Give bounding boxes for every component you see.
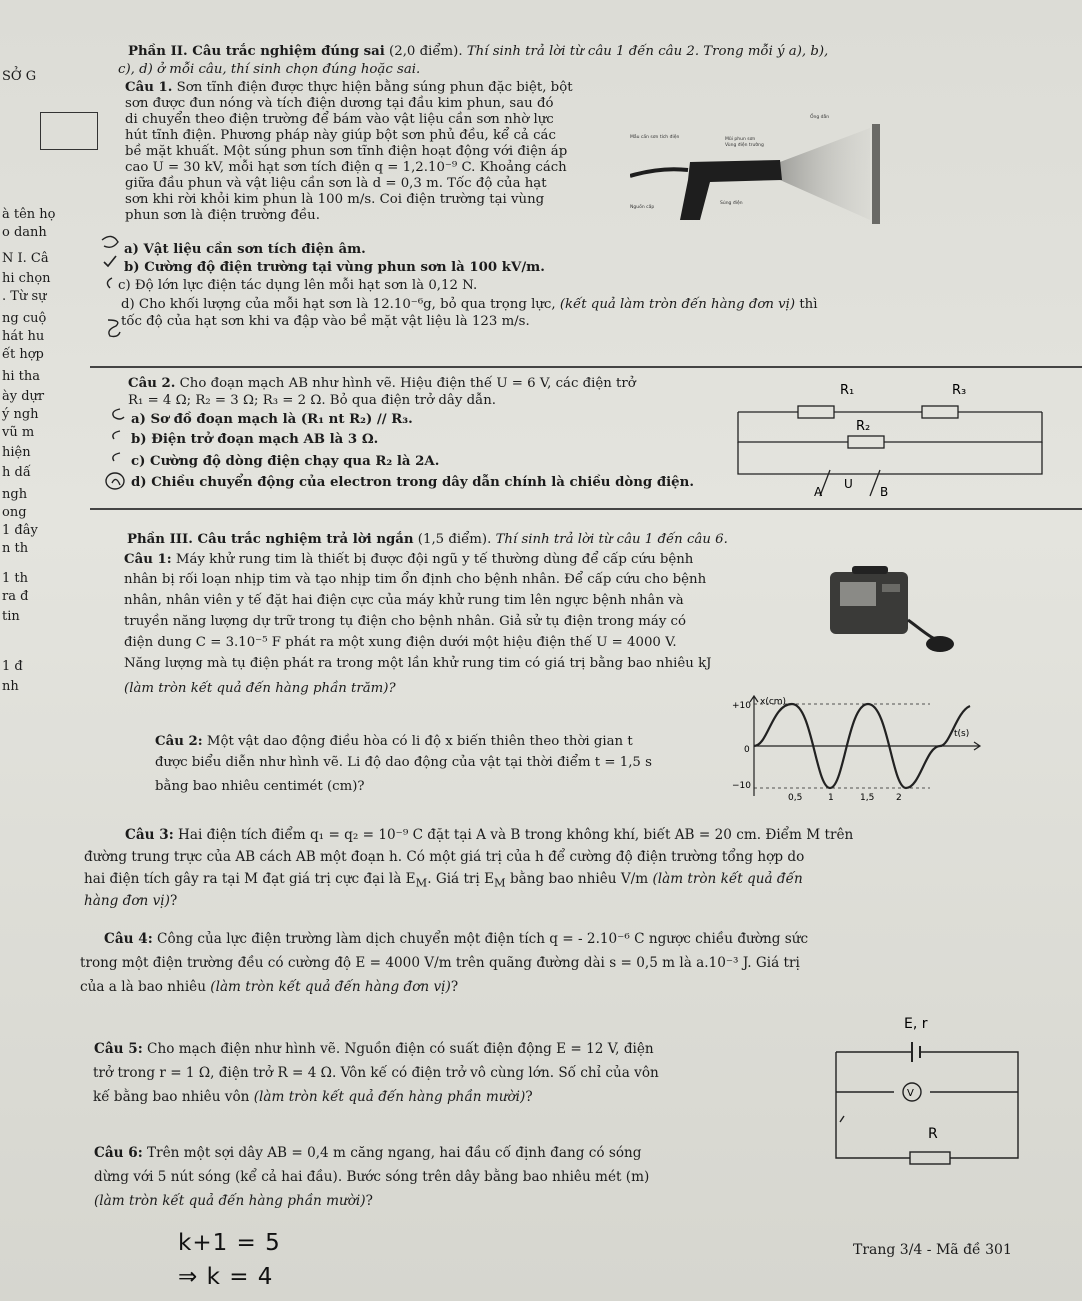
p3-q6-line1 — [94, 1144, 641, 1163]
p2-q1-d-tail: thì — [795, 297, 818, 312]
spray-gun-figure — [630, 110, 890, 240]
defibrillator-handle — [852, 566, 888, 574]
p2-q1-title: Câu 1. — [125, 80, 173, 95]
p3-q3-line1 — [125, 826, 853, 845]
p3-q4-line2: trong một điện trường đều có cường độ E = 4000 V/m trên quãng đường dài s = 0,5 m là a.10⁻³ J. Giá trị — [80, 955, 800, 971]
graph-ymax: +10 — [732, 701, 751, 711]
mark-c-icon — [107, 278, 112, 288]
p2-q2-line1 — [128, 376, 636, 391]
separator-top — [90, 366, 1082, 368]
label-resistor: R — [928, 1126, 938, 1142]
battery-icon — [912, 1042, 920, 1062]
circuit-bottom-wire — [738, 442, 1042, 474]
fig-label-5: Ống dẫn — [810, 115, 830, 120]
graph-ymin: −10 — [732, 781, 751, 791]
fig-label-0: Mẫu cần sơn tích điện — [630, 135, 680, 140]
p3-q2-text1: Một vật dao động điều hòa có li độ x biến thiên theo thời gian t — [202, 734, 633, 749]
mark-b-icon — [104, 256, 116, 266]
p3-q4-line3-tail: ? — [450, 979, 459, 995]
page-footer: Trang 3/4 - Mã đề 301 — [853, 1242, 1012, 1258]
spray-cloud — [780, 128, 870, 220]
p2-q1-text-2: di chuyển theo điện trường để bám vào vật liệu cần sơn nhờ lực — [125, 112, 554, 127]
p3-q4-text1: Công của lực điện trường làm dịch chuyển một điện tích q = - 2.10⁻⁶ C ngược chiều đường sức — [152, 931, 809, 947]
edge-fragment: 1 th — [2, 571, 28, 586]
p3-q3-line3 — [84, 870, 803, 893]
handwritten-note-1: k+1 = 5 — [178, 1230, 281, 1256]
p3-q1-text-4: điện dung C = 3.10⁻⁵ F phát ra một xung điện dưới một hiệu điện thế U = 4000 V. — [124, 635, 677, 650]
oscillation-graph — [730, 692, 990, 802]
label-r3: R₃ — [952, 383, 967, 398]
edge-fragment: N I. Câ — [2, 251, 49, 266]
p3-q4-line1 — [104, 930, 808, 949]
circuit-voltmeter-figure — [830, 1012, 1050, 1172]
circuit-ab-figure — [730, 378, 1060, 498]
fig-label-2: Vùng điện trường — [725, 143, 764, 148]
p2-q1-a: a) Vật liệu cần sơn tích điện âm. — [124, 242, 366, 257]
p3-q5-line3 — [93, 1088, 533, 1107]
edge-fragment: ng cuộ — [2, 311, 47, 326]
p2-q2-b: b) Điện trở đoạn mạch AB là 3 Ω. — [131, 432, 379, 447]
p3-q5-line3-tail: ? — [525, 1089, 533, 1105]
p3-q1-note: (làm tròn kết quả đến hàng phần trăm)? — [124, 681, 396, 696]
edge-fragment: ết hợp — [2, 347, 44, 362]
edge-fragment: hi tha — [2, 369, 41, 384]
p3-q6-text1: Trên một sợi dây AB = 0,4 m căng ngang, hai đầu cố định đang có sóng — [142, 1145, 642, 1161]
p2-q1-line-0 — [125, 80, 573, 95]
graph-origin: 0 — [744, 745, 750, 755]
handwritten-note-2: ⇒ k = 4 — [178, 1264, 274, 1290]
separator-bottom — [90, 508, 1082, 510]
p3-q3-line4-tail: ? — [169, 893, 178, 909]
edge-fragment: h dấ — [2, 465, 31, 480]
hose-icon — [630, 169, 688, 176]
edge-fragment: tin — [2, 609, 20, 624]
fig-label-4: Súng điện — [720, 201, 743, 206]
p3-q2-line3: bằng bao nhiêu centimét (cm)? — [155, 779, 365, 794]
p3-q3-text1: Hai điện tích điểm q₁ = q₂ = 10⁻⁹ C đặt tại A và B trong không khí, biết AB = 20 cm. Điểm M trên — [173, 827, 854, 843]
mark-d-icon — [108, 320, 120, 337]
p2-q1-text-3: hút tĩnh điện. Phương pháp này giúp bột sơn phủ đều, kể cả các — [125, 128, 556, 143]
p2-q2-d: d) Chiều chuyển động của electron trong dây dẫn chính là chiều dòng điện. — [131, 475, 694, 490]
p3-q6-line3-italic: (làm tròn kết quả đến hàng phần mười) — [94, 1193, 366, 1209]
edge-fragment: hi chọn — [2, 271, 51, 286]
edge-fragment: . Từ sự — [2, 289, 47, 304]
p3-q3-line4 — [84, 892, 177, 911]
part2-instruction: Thí sinh trả lời từ câu 1 đến câu 2. Trong mỗi ý a), b), — [466, 44, 829, 59]
p3-q6-line2: dừng với 5 nút sóng (kể cả hai đầu). Bước sóng trên dây bằng bao nhiêu mét (m) — [94, 1169, 650, 1185]
edge-fragment: 1 đ — [2, 659, 23, 674]
p3-q5-line3-main: kế bằng bao nhiêu vôn — [93, 1089, 254, 1105]
p2-q1-text-4: bề mặt khuất. Một súng phun sơn tĩnh điện hoạt động với điện áp — [125, 144, 568, 159]
target-panel — [872, 124, 880, 224]
p3-q1-text-5: Năng lượng mà tụ điện phát ra trong một lần khử rung tim có giá trị bằng bao nhiêu kJ — [124, 656, 712, 671]
edge-fragment: ngh — [2, 487, 28, 502]
p3-q4-line3-italic: (làm tròn kết quả đến hàng đơn vị) — [210, 979, 451, 995]
graph-tick-2: 1,5 — [860, 793, 875, 802]
edge-fragment: SỞ G — [2, 69, 37, 84]
q2-mark-a-icon — [113, 409, 124, 419]
p3-q1-text-3: truyền năng lượng dự trữ trong tụ điện cho bệnh nhân. Giả sử tụ điện trong máy có — [124, 614, 687, 629]
part2-header — [128, 44, 828, 59]
p3-q1-text-1: nhân bị rối loạn nhịp tim và tạo nhịp tim ổn định cho bệnh nhân. Để cấp cứu cho bệnh — [124, 572, 707, 587]
edge-fragment: ý ngh — [2, 407, 39, 422]
label-r1: R₁ — [840, 383, 855, 398]
graph-xlabel: t(s) — [954, 729, 970, 739]
p2-q1-text-8: phun sơn là điện trường đều. — [125, 208, 320, 223]
p3-q3-line3-sub: M — [415, 875, 428, 890]
p2-q1-d-line2: tốc độ của hạt sơn khi va đập vào bề mặt vật liệu là 123 m/s. — [121, 314, 530, 329]
handwritten-marks — [96, 232, 126, 342]
p3-q4-line3 — [80, 978, 458, 997]
part2-title: Phần II. Câu trắc nghiệm đúng sai — [128, 44, 385, 59]
p3-q3-line3-italic: (làm tròn kết quả đến — [652, 871, 803, 887]
edge-fragment: nh — [2, 679, 19, 694]
label-a: A — [814, 485, 823, 498]
p3-q5-text1: Cho mạch điện như hình vẽ. Nguồn điện có suất điện động E = 12 V, điện — [142, 1041, 654, 1057]
p2-q1-text-0: Sơn tĩnh điện được thực hiện bằng súng phun đặc biệt, bột — [172, 80, 573, 95]
circuit-middle-wire — [738, 412, 1042, 442]
graph-tick-1: 1 — [828, 793, 834, 802]
paddle-icon — [926, 636, 954, 652]
gun-body-icon — [680, 160, 782, 220]
part2-instruction-line2: c), d) ở mỗi câu, thí sinh chọn đúng hoặc sai. — [118, 62, 421, 77]
edge-fragment: ong — [2, 505, 27, 520]
part3-title: Phần III. Câu trắc nghiệm trả lời ngắn — [127, 532, 414, 547]
p2-q2-text1: Cho đoạn mạch AB như hình vẽ. Hiệu điện thế U = 6 V, các điện trở — [175, 376, 636, 391]
edge-fragment: ày dựr — [2, 389, 45, 404]
p3-q1-text-0: Máy khử rung tim là thiết bị được đội ngũ y tế thường dùng để cấp cứu bệnh — [171, 552, 694, 567]
label-b: B — [880, 485, 889, 498]
label-u: U — [844, 477, 853, 491]
label-source: E, r — [904, 1016, 928, 1032]
p3-q5-line1 — [94, 1040, 654, 1059]
p3-q2-title: Câu 2: — [155, 734, 203, 749]
p3-q3-line3-mid: . Giá trị E — [427, 871, 495, 887]
p3-q3-title: Câu 3: — [125, 827, 174, 843]
p2-q1-text-7: sơn khi rời khỏi kim phun là 100 m/s. Coi điện trường tại vùng — [125, 192, 545, 207]
p3-q3-line2: đường trung trực của AB cách AB một đoạn h. Có một giá trị của h để cường độ điện trường tổng hợp do — [84, 849, 805, 865]
p3-q3-line3-sub2: M — [494, 875, 506, 890]
part2-points: (2,0 điểm). — [384, 44, 467, 59]
edge-fragment: hát hu — [2, 329, 45, 344]
part3-header — [127, 532, 728, 547]
q2-mark-c-icon — [113, 453, 120, 461]
p3-q1-line-0 — [124, 552, 693, 567]
p2-q2-a: a) Sơ đồ đoạn mạch là (R₁ nt R₂) // R₃. — [131, 412, 413, 427]
resistor-r — [910, 1152, 950, 1164]
p3-q5-title: Câu 5: — [94, 1041, 143, 1057]
edge-fragment: hiện — [2, 445, 31, 460]
q2-handwritten-marks — [100, 405, 130, 500]
p2-q2-c: c) Cường độ dòng điện chạy qua R₂ là 2A. — [131, 454, 440, 469]
p3-q1-text-2: nhân, nhân viên y tế đặt hai điện cực của máy khử rung tim lên ngực bệnh nhân và — [124, 593, 684, 608]
q2-mark-d-icon — [106, 473, 124, 489]
stapled-box-mark — [40, 112, 98, 150]
p3-q2-line2: được biểu diễn như hình vẽ. Li độ dao động của vật tại thời điểm t = 1,5 s — [155, 755, 652, 770]
p3-q6-line3-tail: ? — [365, 1193, 373, 1209]
fig-label-3: Nguồn cấp — [630, 205, 655, 210]
p3-q1-title: Câu 1: — [124, 552, 172, 567]
p3-q6-line3 — [94, 1192, 373, 1211]
resistor-r1 — [798, 406, 834, 418]
label-r2: R₂ — [856, 419, 871, 434]
label-voltmeter: V — [907, 1088, 914, 1099]
p2-q1-text-5: cao U = 30 kV, mỗi hạt sơn tích điện q = 1,2.10⁻⁹ C. Khoảng cách — [125, 160, 567, 175]
p2-q1-text-6: giữa đầu phun và vật liệu cần sơn là d = 0,3 m. Tốc độ của hạt — [125, 176, 547, 191]
part3-points: (1,5 điểm). — [413, 532, 496, 547]
p2-q1-text-1: sơn được đun nóng và tích điện dương tại đầu kim phun, sau đó — [125, 96, 554, 111]
graph-ylabel: x(cm) — [760, 697, 787, 707]
part3-instruction: Thí sinh trả lời từ câu 1 đến câu 6. — [495, 532, 728, 547]
q2-mark-b-icon — [113, 431, 120, 439]
mark-a-icon — [102, 236, 118, 247]
p3-q2-line1 — [155, 734, 633, 749]
p3-q5-line3-italic: (làm tròn kết quả đến hàng phần mười) — [253, 1089, 526, 1105]
edge-fragment: n th — [2, 541, 29, 556]
circuit5-wire — [836, 1052, 1018, 1158]
p3-q3-line3-tail: bằng bao nhiêu V/m — [505, 871, 653, 887]
p3-q4-line3-main: của a là bao nhiêu — [80, 979, 211, 995]
resistor-r2 — [848, 436, 884, 448]
edge-fragment: 1 đây — [2, 523, 38, 538]
edge-fragment: vũ m — [2, 425, 35, 440]
p2-q1-c: c) Độ lớn lực điện tác dụng lên mỗi hạt sơn là 0,12 N. — [118, 278, 478, 293]
edge-fragment: à tên họ — [2, 207, 56, 222]
p2-q1-d-italic: (kết quả làm tròn đến hàng đơn vị) — [559, 297, 796, 312]
edge-fragment: o danh — [2, 225, 47, 240]
p2-q1-d-main: d) Cho khối lượng của mỗi hạt sơn là 12.10⁻⁶g, bỏ qua trọng lực, — [121, 297, 560, 312]
p3-q3-line4-italic: hàng đơn vị) — [84, 893, 170, 909]
fig-label-1: Mũi phun sơn — [725, 137, 756, 142]
p2-q2-title: Câu 2. — [128, 376, 176, 391]
p3-q4-title: Câu 4: — [104, 931, 153, 947]
p3-q5-line2: trở trong r = 1 Ω, điện trở R = 4 Ω. Vôn kế có điện trở vô cùng lớn. Số chỉ của vôn — [93, 1065, 659, 1081]
graph-tick-3: 2 — [896, 793, 902, 802]
defibrillator-image — [822, 560, 962, 660]
p2-q2-line2: R₁ = 4 Ω; R₂ = 3 Ω; R₃ = 2 Ω. Bỏ qua điện trở dây dẫn. — [128, 393, 497, 408]
defibrillator-screen — [840, 582, 876, 606]
p3-q6-title: Câu 6: — [94, 1145, 143, 1161]
p3-q3-line3-main: hai điện tích gây ra tại M đạt giá trị cực đại là E — [84, 871, 416, 887]
edge-fragment: ra đ — [2, 589, 29, 604]
p2-q1-d — [121, 297, 817, 312]
resistor-r3 — [922, 406, 958, 418]
p2-q1-b: b) Cường độ điện trường tại vùng phun sơn là 100 kV/m. — [124, 260, 545, 275]
graph-tick-0: 0,5 — [788, 793, 803, 802]
